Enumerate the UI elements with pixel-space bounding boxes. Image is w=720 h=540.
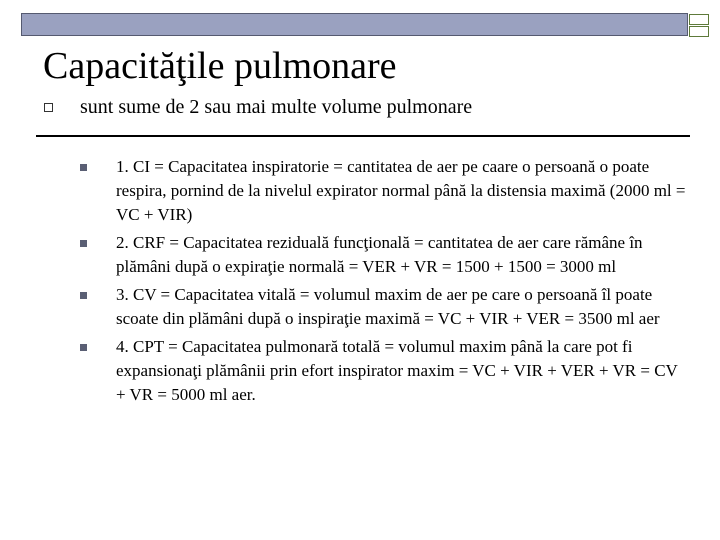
list-item-text: 2. CRF = Capacitatea reziduală funcţională = cantitatea de aer care rămâne în plămâni după o expiraţie normală = VER + VR = 1500 + 1500 = 3000 ml — [116, 233, 643, 276]
list-item-text: 4. CPT = Capacitatea pulmonară totală = volumul maxim până la care pot fi expansionaţi plămânii prin efort inspirator maxim = VC + VIR + VER + VR = CV + VR = 5000 ml aer. — [116, 337, 678, 404]
main-bullet-text: sunt sume de 2 sau mai multe volume pulmonare — [80, 96, 473, 118]
divider-line — [36, 135, 690, 137]
corner-decor-box-top — [689, 14, 709, 25]
square-bullet-icon — [80, 240, 87, 247]
list-item — [80, 231, 690, 279]
square-bullet-icon — [80, 344, 87, 351]
hollow-square-bullet-icon — [44, 103, 53, 112]
square-bullet-icon — [80, 292, 87, 299]
header-decor-bar — [21, 13, 688, 36]
list-item-text: 3. CV = Capacitatea vitală = volumul maxim de aer pe care o persoană îl poate scoate din plămâni după o inspiraţie maximă = VC + VIR + VER = 3500 ml aer — [116, 285, 660, 328]
list-item — [80, 283, 690, 331]
capacities-list — [80, 155, 690, 411]
corner-decor-box-bottom — [689, 26, 709, 37]
list-item — [80, 335, 690, 407]
list-item — [80, 155, 690, 227]
slide-title: Capacităţile pulmonare — [43, 45, 397, 87]
list-item-text: 1. CI = Capacitatea inspiratorie = cantitatea de aer pe caare o persoană o poate respira, pornind de la nivelul expirator normal până la distensia maximă (2000 ml = VC + VIR) — [116, 157, 686, 224]
square-bullet-icon — [80, 164, 87, 171]
